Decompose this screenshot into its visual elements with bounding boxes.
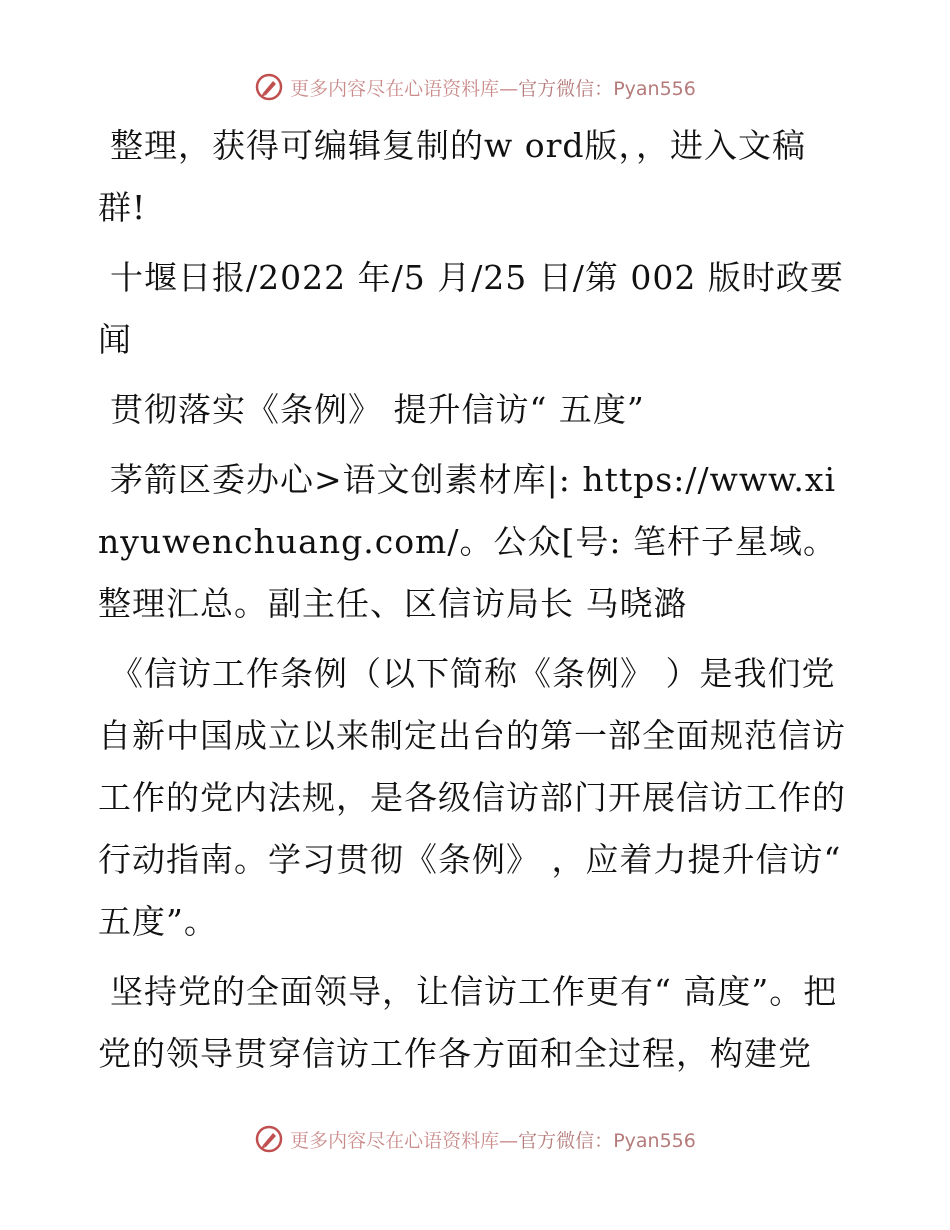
watermark-main-text: 更多内容尽在心语资料库 xyxy=(290,1129,500,1152)
watermark-contact-label: 官方微信： xyxy=(518,1129,614,1152)
paragraph-source: 十堰日报/2022 年/5 月/25 日/第 002 版时政要闻 xyxy=(98,258,844,359)
watermark-footer xyxy=(0,1124,950,1154)
watermark-contact-label: 官方微信： xyxy=(518,77,614,100)
paragraph-intro: 整理，获得可编辑复制的w ord版，，进入文稿群! xyxy=(98,126,807,227)
pen-seal-icon xyxy=(254,72,284,102)
watermark-main-text: 更多内容尽在心语资料库 xyxy=(290,77,500,100)
watermark-contact-id: Pyan556 xyxy=(613,77,696,100)
article-title: 贯彻落实《条例》 提升信访“ 五度” xyxy=(110,390,645,429)
watermark-text xyxy=(290,74,696,101)
watermark-separator: — xyxy=(499,1129,519,1152)
paragraph-body-2: 坚持党的全面领导，让信访工作更有“ 高度”。把党的领导贯穿信访工作各方面和全过程，构建党 xyxy=(98,972,838,1073)
document-body xyxy=(98,115,850,1093)
watermark-contact-id: Pyan556 xyxy=(613,1129,696,1152)
watermark-separator: — xyxy=(499,77,519,100)
paragraph-body-1: 《信访工作条例（以下简称《条例》 ）是我们党自新中国成立以来制定出台的第一部全面规范信访工作的党内法规，是各级信访部门开展信访工作的行动指南。学习贯彻《条例》 ，应着力提升信访“ 五度”。 xyxy=(98,654,846,941)
pen-seal-icon xyxy=(254,1124,284,1154)
watermark-text xyxy=(290,1126,696,1153)
watermark-header xyxy=(0,72,950,102)
paragraph-author: 茅箭区委办心>语文创素材库|: https://www.xinyuwenchuang.com/。公众[号: 笔杆子星域。整理汇总。副主任、区信访局长 马晓潞 xyxy=(98,460,837,623)
